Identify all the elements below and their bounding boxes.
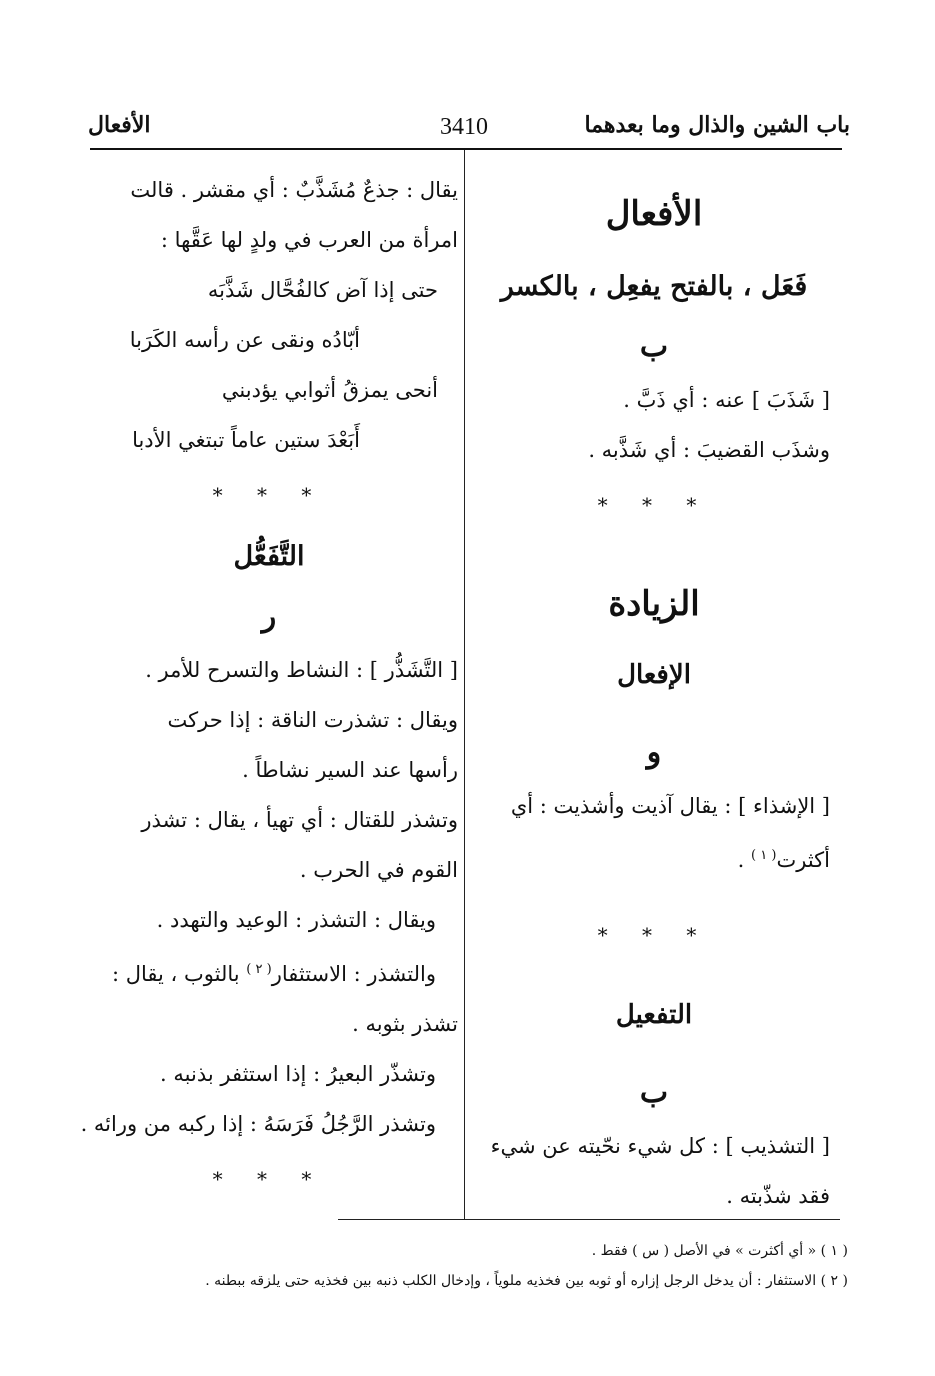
letter-heading-w: و (646, 735, 662, 770)
ishdha-text: أكثرت (776, 848, 830, 872)
separator-stars: * * * (597, 923, 711, 947)
section-title-afaal: الأفعال (605, 194, 703, 234)
entry-waeed: ويقال : التشذر : الوعيد والتهدد . (156, 908, 436, 932)
section-tafeel: التفعيل (615, 1000, 693, 1030)
column-divider (464, 150, 465, 1220)
poem-verse: حتى إذا آض كالفُحَّال شَذَّبَه (207, 278, 438, 302)
entry-naqa-line2: رأسها عند السير نشاطاً . (242, 758, 458, 782)
pattern-subtitle: فَعَل ، بالفتح يفعِل ، بالكسر (500, 271, 808, 302)
header-rule (90, 148, 842, 150)
running-header (88, 108, 850, 148)
istithfar-text-a: والتشذر : الاستثفار (271, 962, 436, 986)
footnote-mark-1: ( ١ ) (751, 848, 777, 863)
entry-naqa-line1: ويقال : تشذرت الناقة : إذا حركت (167, 708, 458, 732)
entry-qital-line1: وتشذر للقتال : أي تهيأ ، يقال : تشذر (141, 808, 458, 832)
separator-stars: * * * (212, 483, 326, 507)
separator-stars: * * * (597, 493, 711, 517)
poem-verse: أبّادُه ونقى عن رأسه الكَرَبا (129, 328, 360, 352)
left-column (80, 165, 458, 1209)
footnote-rule (338, 1219, 840, 1220)
entry-ishdha-line2 (478, 831, 830, 885)
entry-qital-line2: القوم في الحرب . (299, 858, 458, 882)
letter-heading-r: ر (261, 599, 277, 634)
entry-mushadhab-line2: امرأة من العرب في ولدٍ لها عَقَّها : (160, 228, 458, 252)
footnotes (100, 1236, 848, 1296)
entry-mushadhab-line1: يقال : جذعٌ مُشَذَّبٌ : أي مقشر . قالت (130, 178, 458, 202)
entry-ishdha-line1: [ الإشذاء ] : يقال آذيت وأشذيت : أي (510, 794, 830, 818)
separator-stars: * * * (212, 1167, 326, 1191)
istithfar-text-b: بالثوب ، يقال : (112, 962, 240, 986)
letter-heading-b2: ب (639, 1075, 669, 1110)
section-title-ziyada: الزيادة (608, 584, 700, 624)
poem-verse: أنحى يمزقُ أثوابي يؤدبني (221, 378, 438, 402)
footnote-2: ( ٢ ) الاستثفار : أن يدخل الرجل إزاره أو ثوبه بين فخذيه ملوياً ، وإدخال الكلب ذنبه بين فخذيه حتى يلزقه ببطنه . (205, 1273, 848, 1289)
entry-tashdhib-line1: [ التشذيب ] : كل شيء نحّيته عن شيء (490, 1134, 830, 1158)
ishdha-end: . (737, 848, 745, 872)
entry-tashadhdhur: [ التَّشَذُّر ] : النشاط والتسرح للأمر . (145, 658, 458, 682)
section-ifaal: الإفعال (617, 660, 691, 690)
entry-shadhaba: [ شَذَبَ ] عنه : أي ذَبَّ . (623, 388, 830, 412)
right-column (478, 165, 830, 1221)
footnote-1: ( ١ ) « أي أكثرت » في الأصل ( س ) فقط . (591, 1243, 848, 1259)
footnote-mark-2: ( ٢ ) (246, 962, 272, 977)
section-tafaul: التَّفَعُّل (233, 541, 305, 572)
entry-faras: وتشذر الرَّجُلُ فَرَسَهُ : إذا ركبه من ورائه . (80, 1112, 436, 1136)
entry-baeer: وتشذّر البعيرُ : إذا استثفر بذنبه . (160, 1062, 436, 1086)
entry-tashdhib-line2: فقد شذّبته . (726, 1184, 830, 1208)
entry-istithfar-line2: تشذر بثوبه . (352, 1012, 458, 1036)
entry-istithfar-line1 (80, 945, 458, 999)
running-header-section: الأفعال (88, 112, 151, 138)
entry-shadhaba-qadib: وشذَب القضيبَ : أي شَذَّبه . (588, 438, 830, 462)
letter-heading-b: ب (639, 329, 669, 364)
poem-verse: أَبَعْدَ ستين عاماً تبتغي الأدبا (132, 428, 360, 452)
running-header-chapter: باب الشين والذال وما بعدهما (584, 112, 850, 138)
page-number: 3410 (440, 114, 488, 140)
